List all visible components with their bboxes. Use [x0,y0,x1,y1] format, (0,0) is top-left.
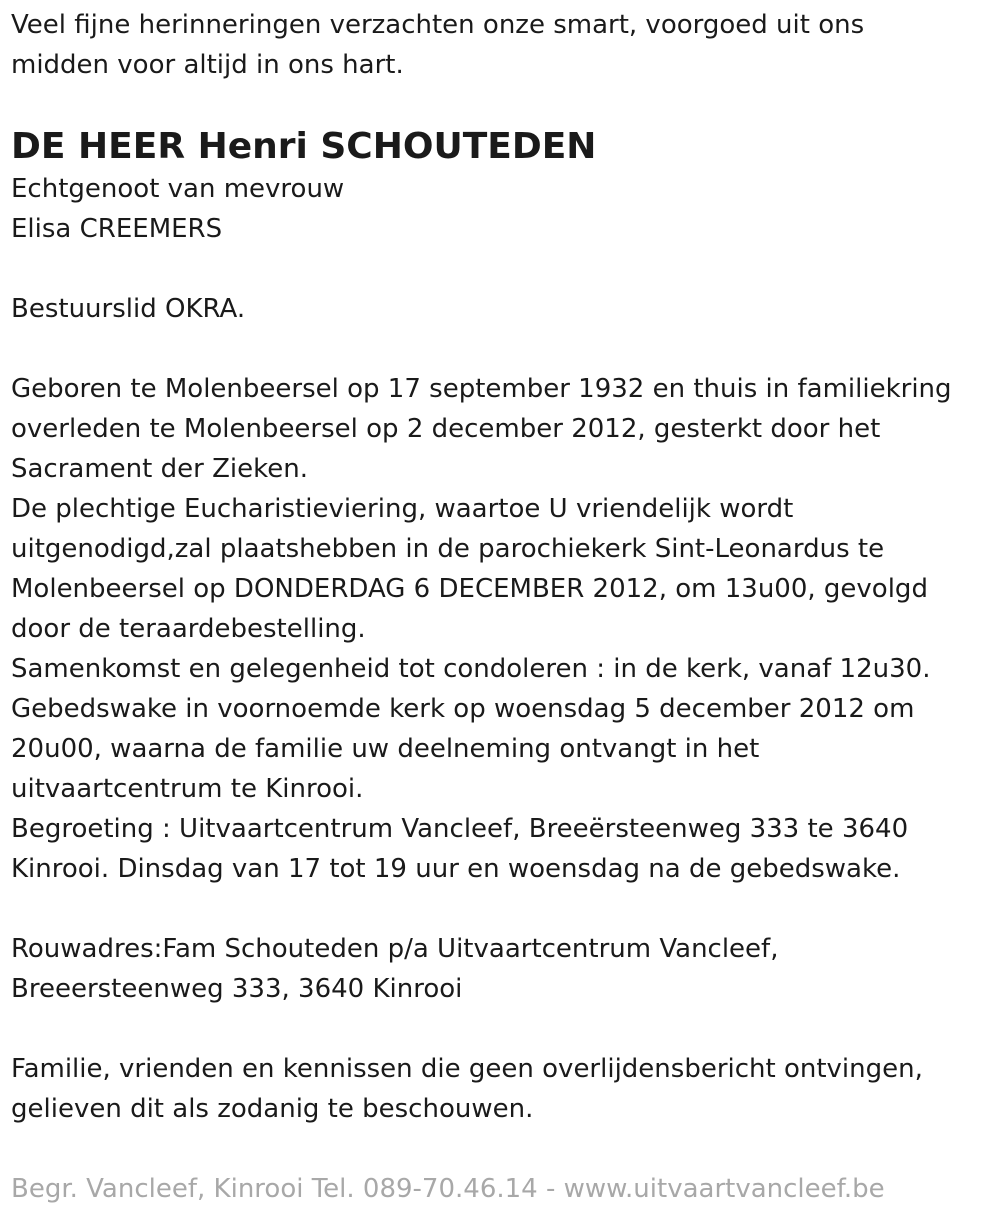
spacer [11,889,991,929]
notice-line: gelieven dit als zodanig te beschouwen. [11,1094,534,1124]
spacer [11,1129,991,1169]
details-line: Begroeting : Uitvaartcentrum Vancleef, Breeërsteenweg 333 te 3640 [11,814,909,844]
address-line: Breeersteenweg 333, 3640 Kinrooi [11,974,463,1004]
address-line: Rouwadres:Fam Schouteden p/a Uitvaartcentrum Vancleef, [11,934,779,964]
intro-line: midden voor altijd in ons hart. [11,50,404,80]
deceased-name: DE HEER Henri SCHOUTEDEN [11,126,597,167]
funeral-home-footer: Begr. Vancleef, Kinrooi Tel. 089-70.46.14 - www.uitvaartvancleef.be [11,1174,885,1204]
notice-block [11,1049,991,1129]
details-line: Kinrooi. Dinsdag van 17 tot 19 uur en woensdag na de gebedswake. [11,854,901,884]
details-block [11,369,991,889]
spouse-line: Elisa CREEMERS [11,214,223,244]
spacer [11,249,991,289]
details-line: Gebedswake in voornoemde kerk op woensdag 5 december 2012 om [11,694,915,724]
details-line: Molenbeersel op DONDERDAG 6 DECEMBER 2012, om 13u00, gevolgd [11,574,928,604]
intro-verse [11,5,991,85]
spouse-block [11,169,991,249]
details-line: overleden te Molenbeersel op 2 december 2012, gesterkt door het [11,414,881,444]
intro-line: Veel fijne herinneringen verzachten onze smart, voorgoed uit ons [11,10,865,40]
spouse-line: Echtgenoot van mevrouw [11,174,345,204]
details-line: 20u00, waarna de familie uw deelneming ontvangt in het [11,734,760,764]
spacer [11,329,991,369]
details-line: uitgenodigd,zal plaatshebben in de parochiekerk Sint-Leonardus te [11,534,885,564]
details-line: De plechtige Eucharistieviering, waartoe U vriendelijk wordt [11,494,794,524]
details-line: Geboren te Molenbeersel op 17 september 1932 en thuis in familiekring [11,374,952,404]
address-block [11,929,991,1009]
details-line: door de teraardebestelling. [11,614,366,644]
details-line: Samenkomst en gelegenheid tot condoleren : in de kerk, vanaf 12u30. [11,654,931,684]
membership-line: Bestuurslid OKRA. [11,294,246,324]
notice-line: Familie, vrienden en kennissen die geen overlijdensbericht ontvingen, [11,1054,923,1084]
obituary-document [11,5,991,1209]
details-line: uitvaartcentrum te Kinrooi. [11,774,364,804]
details-line: Sacrament der Zieken. [11,454,308,484]
spacer [11,1009,991,1049]
